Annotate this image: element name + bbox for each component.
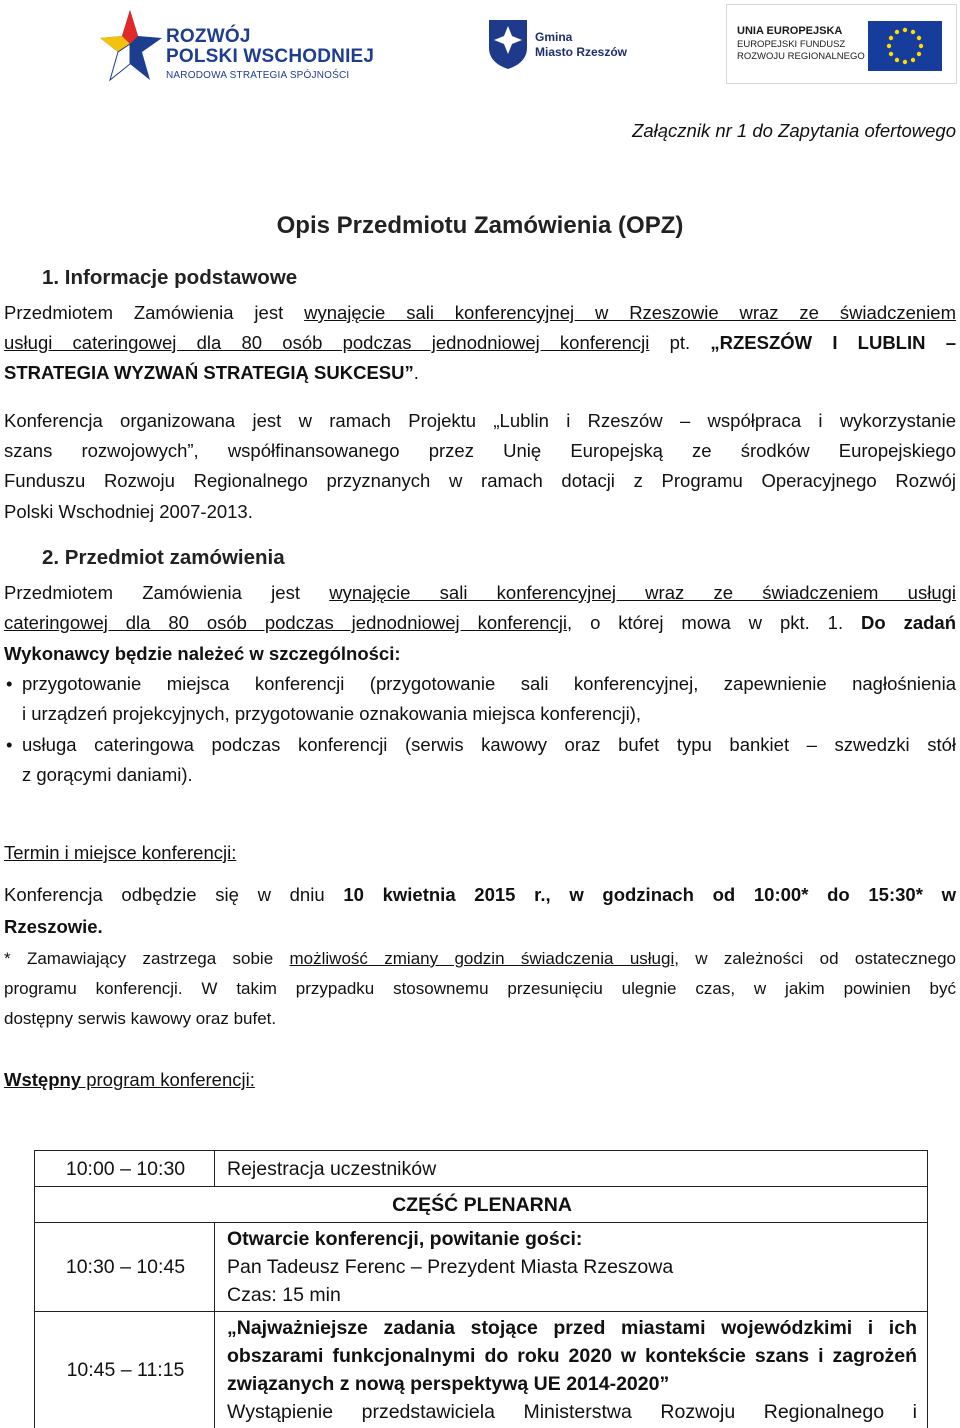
section1-p1-line3 xyxy=(4,358,956,388)
rozwoj-polski-wschodniej-logo xyxy=(100,8,375,88)
program-desc-title: Otwarcie konferencji, powitanie gości: xyxy=(227,1228,583,1250)
program-desc xyxy=(215,1223,928,1312)
program-desc-title-3: związanych z nową perspektywą UE 2014-2020” xyxy=(227,1373,670,1395)
ue-logo-line2: EUROPEJSKI FUNDUSZ xyxy=(737,39,846,50)
program-heading-rest: program konferencji: xyxy=(81,1069,255,1090)
program-time: 10:00 – 10:30 xyxy=(35,1151,215,1187)
s2-l2-bold: Do zadań xyxy=(861,612,956,633)
s1-p1-u2: usługi cateringowej dla 80 osób podczas jednodniowej konferencji xyxy=(4,332,650,353)
section1-p2-line3: Funduszu Rozwoju Regionalnego przyznanych w ramach dotacji z Programu Operacyjnego Rozwój xyxy=(4,470,956,491)
section1-p2-line4: Polski Wschodniej 2007-2013. xyxy=(4,501,253,522)
section1-p2-line1: Konferencja organizowana jest w ramach Projektu „Lublin i Rzeszów – współpraca i wykorzystanie xyxy=(4,410,956,431)
termin-note-line1 xyxy=(4,944,956,974)
bullet-item-2-line2: z gorącymi daniami). xyxy=(22,764,193,785)
rpw-logo-line3: NARODOWA STRATEGIA SPÓJNOŚCI xyxy=(166,70,350,81)
program-desc xyxy=(215,1312,928,1428)
s2-l1-u: wynajęcie sali konferencyjnej wraz ze świadczeniem usługi xyxy=(329,582,957,603)
s1-p1-bold: „RZESZÓW I LUBLIN – xyxy=(710,332,956,353)
bullet-item-1-line1 xyxy=(4,669,956,699)
termin-note-line2: programu konferencji. W takim przypadku stosownemu przesunięciu ulegnie czas, w jakim powinien być xyxy=(4,979,956,998)
bullet-item-1-line2: i urządzeń projekcyjnych, przygotowanie oznakowania miejsca konferencji), xyxy=(22,703,642,724)
bullet2-text-1: usługa cateringowa podczas konferencji (serwis kawowy oraz bufet typu bankiet – szwedzki stół xyxy=(22,734,956,755)
termin-line1 xyxy=(4,880,956,910)
annex-label: Załącznik nr 1 do Zapytania ofertowego xyxy=(632,120,956,141)
bullet-dot: • xyxy=(6,734,13,755)
ue-logo-line1: UNIA EUROPEJSKA xyxy=(737,25,843,37)
rzeszow-shield-icon xyxy=(487,18,529,70)
rpw-star-icon xyxy=(100,8,162,86)
program-time: 10:45 – 11:15 xyxy=(35,1312,215,1428)
bullet-item-2-line1 xyxy=(4,730,956,760)
termin-note-line3: dostępny serwis kawowy oraz bufet. xyxy=(4,1009,277,1028)
program-heading-bold: Wstępny xyxy=(4,1069,82,1090)
s1-p1-line3: STRATEGIA WYZWAŃ STRATEGIĄ SUKCESU” xyxy=(4,362,414,383)
program-table xyxy=(34,1150,928,1428)
program-desc-line4: Wystąpienie przedstawiciela Ministerstwa Rozwoju Regionalnego i xyxy=(227,1401,917,1423)
section1-p1-line1 xyxy=(4,298,956,328)
eu-flag-icon xyxy=(868,21,942,71)
program-heading xyxy=(4,1065,956,1095)
rpw-logo-line2: POLSKI WSCHODNIEJ xyxy=(166,46,375,67)
s1-p1-u1: wynajęcie sali konferencyjnej w Rzeszowie wraz ze świadczeniem xyxy=(304,302,957,323)
bullet-dot: • xyxy=(6,673,13,694)
program-time: 10:30 – 10:45 xyxy=(35,1223,215,1312)
termin-heading: Termin i miejsce konferencji: xyxy=(4,842,237,863)
s2-l1-a: Przedmiotem Zamówienia jest xyxy=(4,582,330,603)
program-desc: Rejestracja uczestników xyxy=(215,1151,928,1187)
table-row xyxy=(35,1151,928,1187)
rpw-logo-line1: ROZWÓJ xyxy=(166,26,251,47)
section2-heading: 2. Przedmiot zamówienia xyxy=(42,546,285,569)
section1-heading: 1. Informacje podstawowe xyxy=(42,266,298,289)
rzeszow-logo-line2: Miasto Rzeszów xyxy=(535,45,628,59)
program-desc-line3: Czas: 15 min xyxy=(227,1284,341,1306)
termin-l1-a: Konferencja odbędzie się w dniu xyxy=(4,884,344,905)
s1-p1-b: pt. xyxy=(649,332,711,353)
unia-europejska-logo xyxy=(726,4,957,84)
program-section-label: CZĘŚĆ PLENARNA xyxy=(35,1187,928,1223)
table-row xyxy=(35,1312,928,1428)
section2-line3 xyxy=(4,639,956,669)
s1-p1-end: . xyxy=(413,362,419,383)
page-title: Opis Przedmiotu Zamówienia (OPZ) xyxy=(276,212,684,239)
termin-l1-bold: 10 kwietnia 2015 r., w godzinach od 10:00* do 15:30* w xyxy=(343,884,957,905)
s1-p1-a: Przedmiotem Zamówienia jest xyxy=(4,302,305,323)
section2-line1 xyxy=(4,578,956,608)
termin-line2 xyxy=(4,912,956,942)
s2-l2-u: cateringowej dla 80 osób podczas jednodniowej konferencji xyxy=(4,612,568,633)
gmina-rzeszow-logo xyxy=(487,16,637,76)
program-desc-title-2: obszarami funkcjonalnymi do roku 2020 w kontekście szans i zagrożeń xyxy=(227,1345,917,1367)
termin-l2-bold: Rzeszowie. xyxy=(4,916,103,937)
termin-note-b: , w zależności od ostatecznego xyxy=(674,949,956,968)
s2-l2-b: , o której mowa w pkt. 1. xyxy=(567,612,861,633)
rzeszow-logo-line1: Gmina xyxy=(535,30,573,44)
table-row xyxy=(35,1223,928,1312)
table-row xyxy=(35,1187,928,1223)
program-desc-title-1: „Najważniejsze zadania stojące przed miastami wojewódzkimi i ich xyxy=(227,1317,917,1339)
section1-p2-line2: szans rozwojowych”, współfinansowanego przez Unię Europejską ze środków Europejskiego xyxy=(4,440,956,461)
s2-l3-bold: Wykonawcy będzie należeć w szczególności: xyxy=(4,643,401,664)
termin-note-a: * Zamawiający zastrzega sobie xyxy=(4,949,290,968)
section2-line2 xyxy=(4,608,956,638)
termin-note-u: możliwość zmiany godzin świadczenia usługi xyxy=(289,949,675,968)
program-desc-line2: Pan Tadeusz Ferenc – Prezydent Miasta Rzeszowa xyxy=(227,1256,674,1278)
bullet1-text-1: przygotowanie miejsca konferencji (przygotowanie sali konferencyjnej, zapewnienie nagłośnienia xyxy=(22,673,956,694)
ue-logo-line3: ROZWOJU REGIONALNEGO xyxy=(737,51,865,62)
section1-p1-line2 xyxy=(4,328,956,358)
